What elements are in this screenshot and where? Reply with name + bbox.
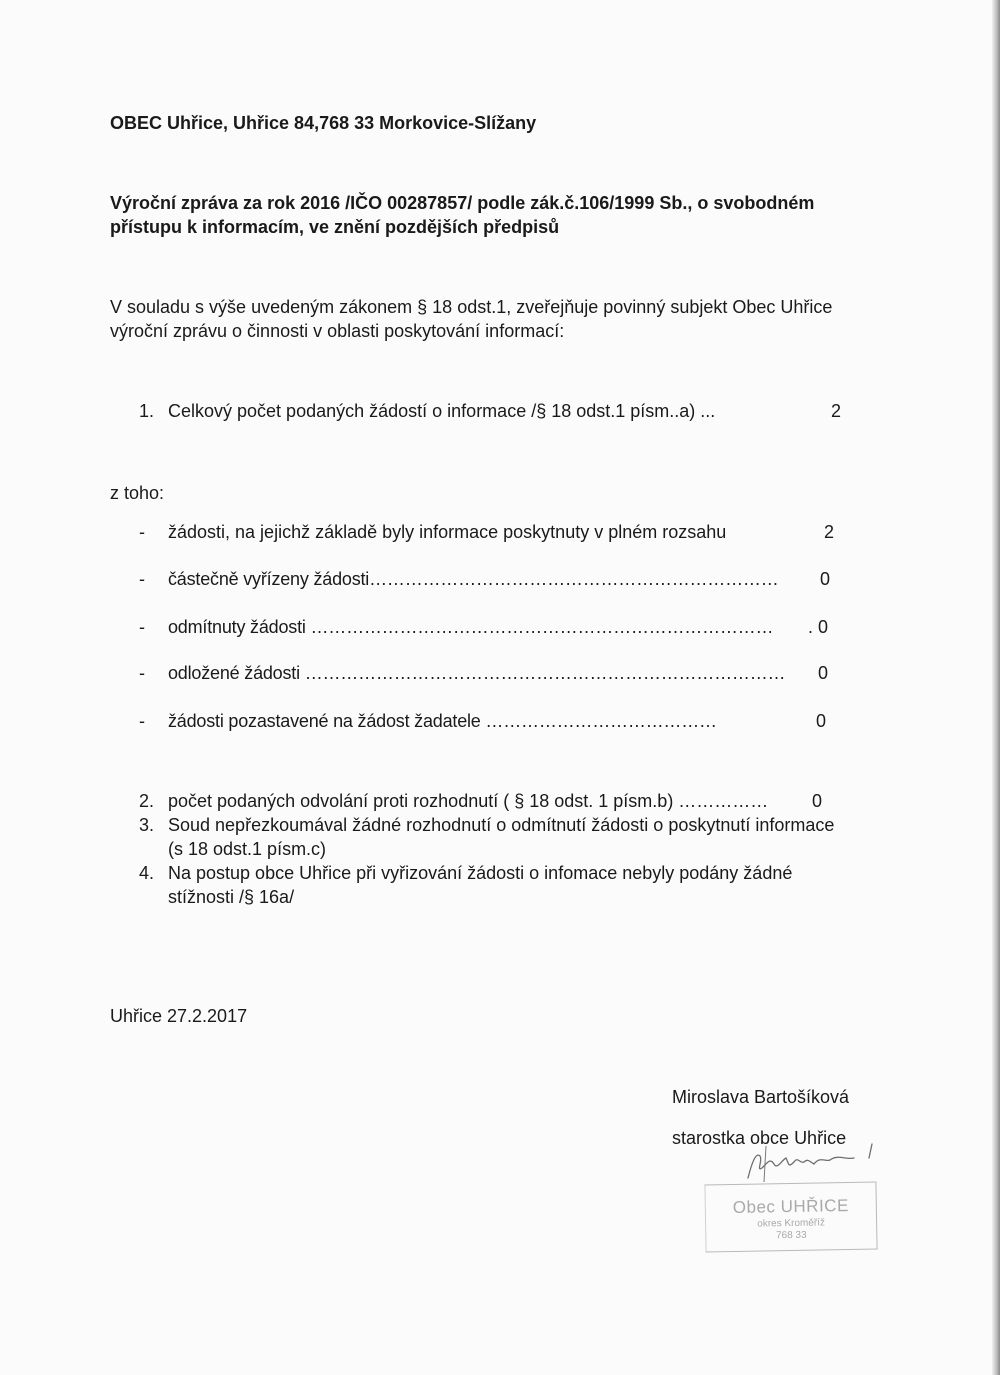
sub-item-value: 0 — [818, 663, 829, 683]
item4-text-line2: stížnosti /§ 16a/ — [168, 887, 295, 907]
sub-item-value: 2 — [824, 522, 835, 542]
item2-text: počet podaných odvolání proti rozhodnutí ( § 18 odst. 1 písm.b) …………… — [168, 791, 769, 811]
item3-marker: 3. — [139, 815, 155, 835]
intro-line2: výroční zprávu o činnosti v oblasti poskytování informací: — [110, 321, 565, 341]
item3-text-line1: Soud nepřezkoumával žádné rozhodnutí o odmítnutí žádosti o poskytnutí informace — [168, 815, 835, 835]
sub-item-text: částečně vyřízeny žádosti…………………………………………………………… — [168, 569, 779, 589]
sub-item-text: žádosti pozastavené na žádost žadatele ………………………………… — [168, 711, 717, 731]
item2-marker: 2. — [139, 791, 155, 811]
handwritten-signature — [742, 1138, 882, 1186]
document-date: Uhřice 27.2.2017 — [110, 1006, 248, 1026]
item3-text-line2: (s 18 odst.1 písm.c) — [168, 839, 327, 859]
z-toho-label: z toho: — [110, 483, 165, 503]
sub-item-marker: - — [139, 569, 145, 589]
signatory-role: starostka obce Uhřice — [672, 1128, 847, 1148]
intro-line1: V souladu s výše uvedeným zákonem § 18 odst.1, zveřejňuje povinný subjekt Obec Uhřice — [110, 297, 833, 317]
official-stamp — [704, 1182, 877, 1253]
sub-item-value: 0 — [816, 711, 827, 731]
signatory-name: Miroslava Bartošíková — [672, 1087, 850, 1107]
sub-item-marker: - — [139, 522, 145, 542]
item2-value: 0 — [812, 791, 823, 811]
sub-item-marker: - — [139, 711, 145, 731]
sub-item-marker: - — [139, 663, 145, 683]
report-title-line1: Výroční zpráva za rok 2016 /IČO 00287857/ podle zák.č.106/1999 Sb., o svobodném — [110, 193, 815, 213]
scan-edge-shadow — [992, 0, 1000, 1375]
stamp-line2: okres Kroměříž — [757, 1217, 826, 1230]
stamp-line1: Obec UHŘICE — [732, 1195, 849, 1218]
item4-marker: 4. — [139, 863, 155, 883]
item1-value: 2 — [831, 401, 842, 421]
item4-text-line1: Na postup obce Uhřice při vyřizování žádosti o infomace nebyly podány žádné — [168, 863, 793, 883]
sub-item-text: žádosti, na jejichž základě byly informace poskytnuty v plném rozsahu — [168, 522, 727, 542]
sub-item-text: odmítnuty žádosti …………………………………………………………………… — [168, 617, 774, 637]
sub-item-value: 0 — [820, 569, 831, 589]
sub-item-value: . 0 — [808, 617, 829, 637]
report-title-line2: přístupu k informacím, ve znění pozdějších předpisů — [110, 217, 560, 237]
stamp-line3: 768 33 — [775, 1229, 807, 1242]
item1-text: Celkový počet podaných žádostí o informace /§ 18 odst.1 písm..a) ... — [168, 401, 716, 421]
sub-item-text: odložené žádosti ……………………………………………………………………… — [168, 663, 786, 683]
municipality-header: OBEC Uhřice, Uhřice 84,768 33 Morkovice-Slížany — [110, 113, 537, 133]
item1-marker: 1. — [139, 401, 155, 421]
sub-item-marker: - — [139, 617, 145, 637]
